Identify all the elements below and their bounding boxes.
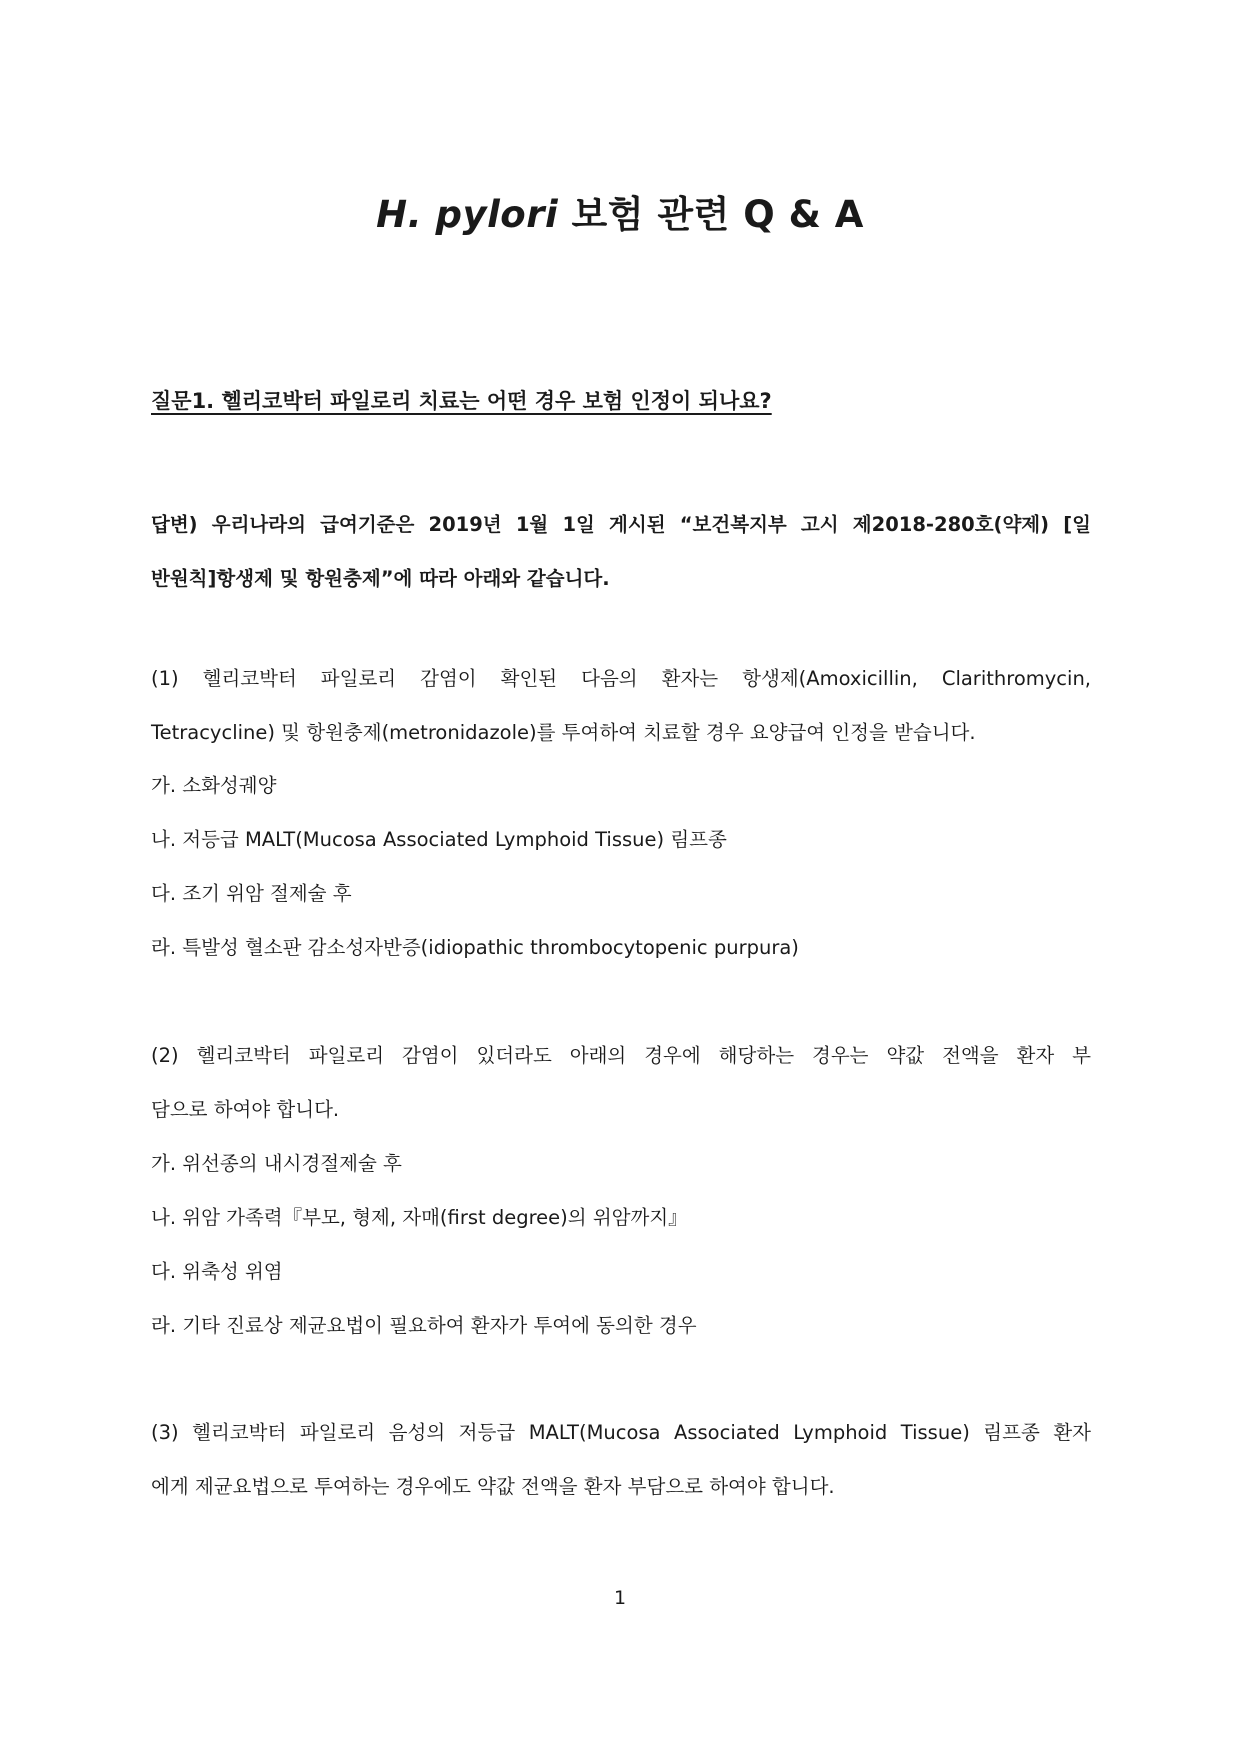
section1-line-2: Tetracycline) 및 항원충제(metronidazole)를 투여하여 치료할 경우 요양급여 인정을 받습니다. bbox=[151, 721, 976, 744]
page-title bbox=[0, 184, 1240, 238]
section3-line-1: (3) 헬리코박터 파일로리 음성의 저등급 MALT(Mucosa Associated Lymphoid Tissue) 림프종 환자 bbox=[151, 1421, 1091, 1444]
section3-line-2: 에게 제균요법으로 투여하는 경우에도 약값 전액을 환자 부담으로 하여야 합니다. bbox=[151, 1475, 835, 1498]
section2-item: 다. 위축성 위염 bbox=[151, 1260, 283, 1283]
section1-item: 라. 특발성 혈소판 감소성자반증(idiopathic thrombocytopenic purpura) bbox=[151, 936, 799, 959]
section2-line-1: (2) 헬리코박터 파일로리 감염이 있더라도 아래의 경우에 해당하는 경우는 약값 전액을 환자 부 bbox=[151, 1044, 1091, 1067]
section2-item: 가. 위선종의 내시경절제술 후 bbox=[151, 1152, 402, 1175]
section2-line-2: 담으로 하여야 합니다. bbox=[151, 1098, 340, 1121]
title-rest-part: 보험 관련 Q & A bbox=[558, 193, 864, 236]
section1-item: 가. 소화성궤양 bbox=[151, 774, 277, 797]
section1-line-1: (1) 헬리코박터 파일로리 감염이 확인된 다음의 환자는 항생제(Amoxicillin, Clarithromycin, bbox=[151, 667, 1091, 690]
question-heading: 질문1. 헬리코박터 파일로리 치료는 어떤 경우 보험 인정이 되나요? bbox=[151, 389, 772, 413]
answer-line-1: 답변) 우리나라의 급여기준은 2019년 1월 1일 게시된 “보건복지부 고시 제2018-280호(약제) [일 bbox=[151, 513, 1091, 536]
section1-item: 나. 저등급 MALT(Mucosa Associated Lymphoid Tissue) 림프종 bbox=[151, 828, 727, 851]
answer-line-2: 반원칙]항생제 및 항원충제”에 따라 아래와 같습니다. bbox=[151, 567, 610, 590]
section1-item: 다. 조기 위암 절제술 후 bbox=[151, 882, 352, 905]
page-number: 1 bbox=[613, 1587, 627, 1609]
title-italic-part: H. pylori bbox=[376, 193, 559, 236]
section2-item: 라. 기타 진료상 제균요법이 필요하여 환자가 투여에 동의한 경우 bbox=[151, 1314, 697, 1337]
section2-item: 나. 위암 가족력『부모, 형제, 자매(first degree)의 위암까지』 bbox=[151, 1206, 688, 1229]
